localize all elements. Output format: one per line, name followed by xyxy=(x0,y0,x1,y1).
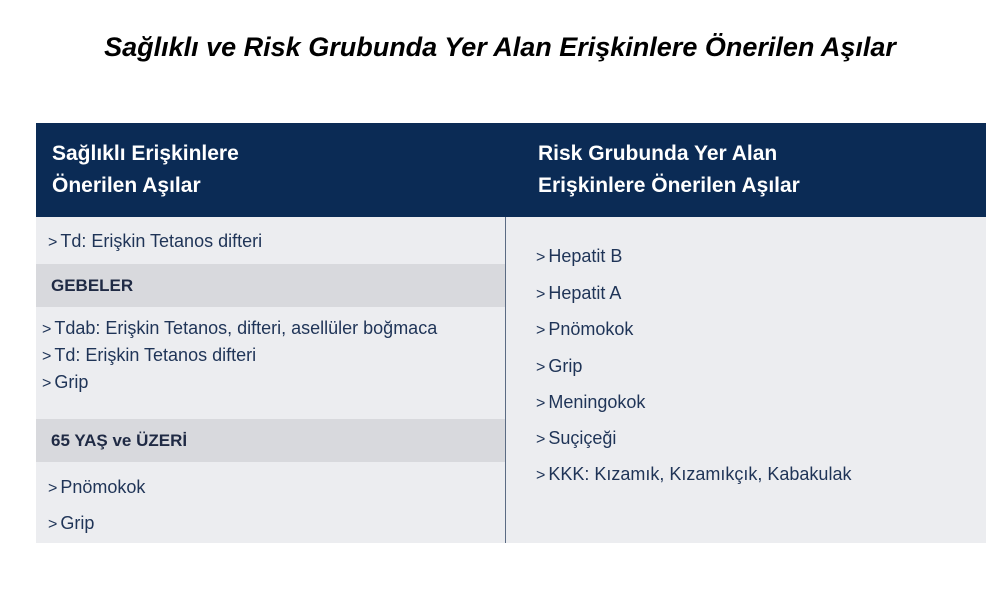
risk-group-column xyxy=(506,217,986,543)
list-item-label: Td: Erişkin Tetanos difteri xyxy=(54,345,257,365)
list-item-label: Grip xyxy=(548,356,583,376)
list-item-hepatit-b xyxy=(536,244,622,270)
chevron-right-icon: > xyxy=(536,395,546,412)
chevron-right-icon: > xyxy=(42,348,52,365)
list-item-grip-risk xyxy=(536,354,582,380)
header-risk-line-1: Risk Grubunda Yer Alan xyxy=(538,142,778,165)
chevron-right-icon: > xyxy=(42,321,52,338)
list-item-label: Hepatit B xyxy=(548,246,623,266)
chevron-right-icon: > xyxy=(536,249,546,266)
list-item-kkk xyxy=(536,462,851,488)
list-item-meningokok xyxy=(536,390,645,416)
header-healthy-line-1: Sağlıklı Erişkinlere xyxy=(52,142,239,165)
list-item-label: Grip xyxy=(60,513,95,533)
list-item-label: Pnömokok xyxy=(60,477,146,497)
chevron-right-icon: > xyxy=(536,467,546,484)
list-item-sucicegi xyxy=(536,426,616,452)
list-item-label: KKK: Kızamık, Kızamıkçık, Kabakulak xyxy=(548,464,852,484)
list-item-label: Suçiçeği xyxy=(548,428,617,448)
list-item-pnomokok-risk xyxy=(536,317,633,343)
header-healthy-line-2: Önerilen Aşılar xyxy=(52,174,201,197)
chevron-right-icon: > xyxy=(42,375,52,392)
list-item-grip-elderly xyxy=(48,511,94,537)
list-item-label: Pnömokok xyxy=(548,319,634,339)
header-risk-line-2: Erişkinlere Önerilen Aşılar xyxy=(538,174,800,197)
page-title: Sağlıklı ve Risk Grubunda Yer Alan Erişkinlere Önerilen Aşılar xyxy=(104,32,896,62)
section-65-and-over: 65 YAŞ ve ÜZERİ xyxy=(36,419,506,462)
chevron-right-icon: > xyxy=(48,480,58,497)
list-item-td-general xyxy=(48,229,262,255)
chevron-right-icon: > xyxy=(536,322,546,339)
list-item-label: Tdab: Erişkin Tetanos, difteri, asellüler boğmaca xyxy=(54,318,438,338)
header-healthy-adults xyxy=(36,123,506,217)
list-item-label: Hepatit A xyxy=(548,283,622,303)
healthy-adults-column xyxy=(36,217,506,543)
header-risk-group xyxy=(506,123,986,217)
list-item-label: Td: Erişkin Tetanos difteri xyxy=(60,231,263,251)
chevron-right-icon: > xyxy=(536,359,546,376)
list-item-hepatit-a xyxy=(536,281,621,307)
section-pregnant: GEBELER xyxy=(36,264,506,307)
vaccine-table xyxy=(36,123,986,543)
list-item-label: Grip xyxy=(54,372,89,392)
chevron-right-icon: > xyxy=(536,286,546,303)
list-item-tdab xyxy=(42,316,437,342)
list-item-td-pregnant xyxy=(42,343,256,369)
chevron-right-icon: > xyxy=(48,234,58,251)
list-item-label: Meningokok xyxy=(548,392,646,412)
list-item-pnomokok-elderly xyxy=(48,475,145,501)
chevron-right-icon: > xyxy=(536,431,546,448)
chevron-right-icon: > xyxy=(48,516,58,533)
list-item-grip-pregnant xyxy=(42,370,88,396)
